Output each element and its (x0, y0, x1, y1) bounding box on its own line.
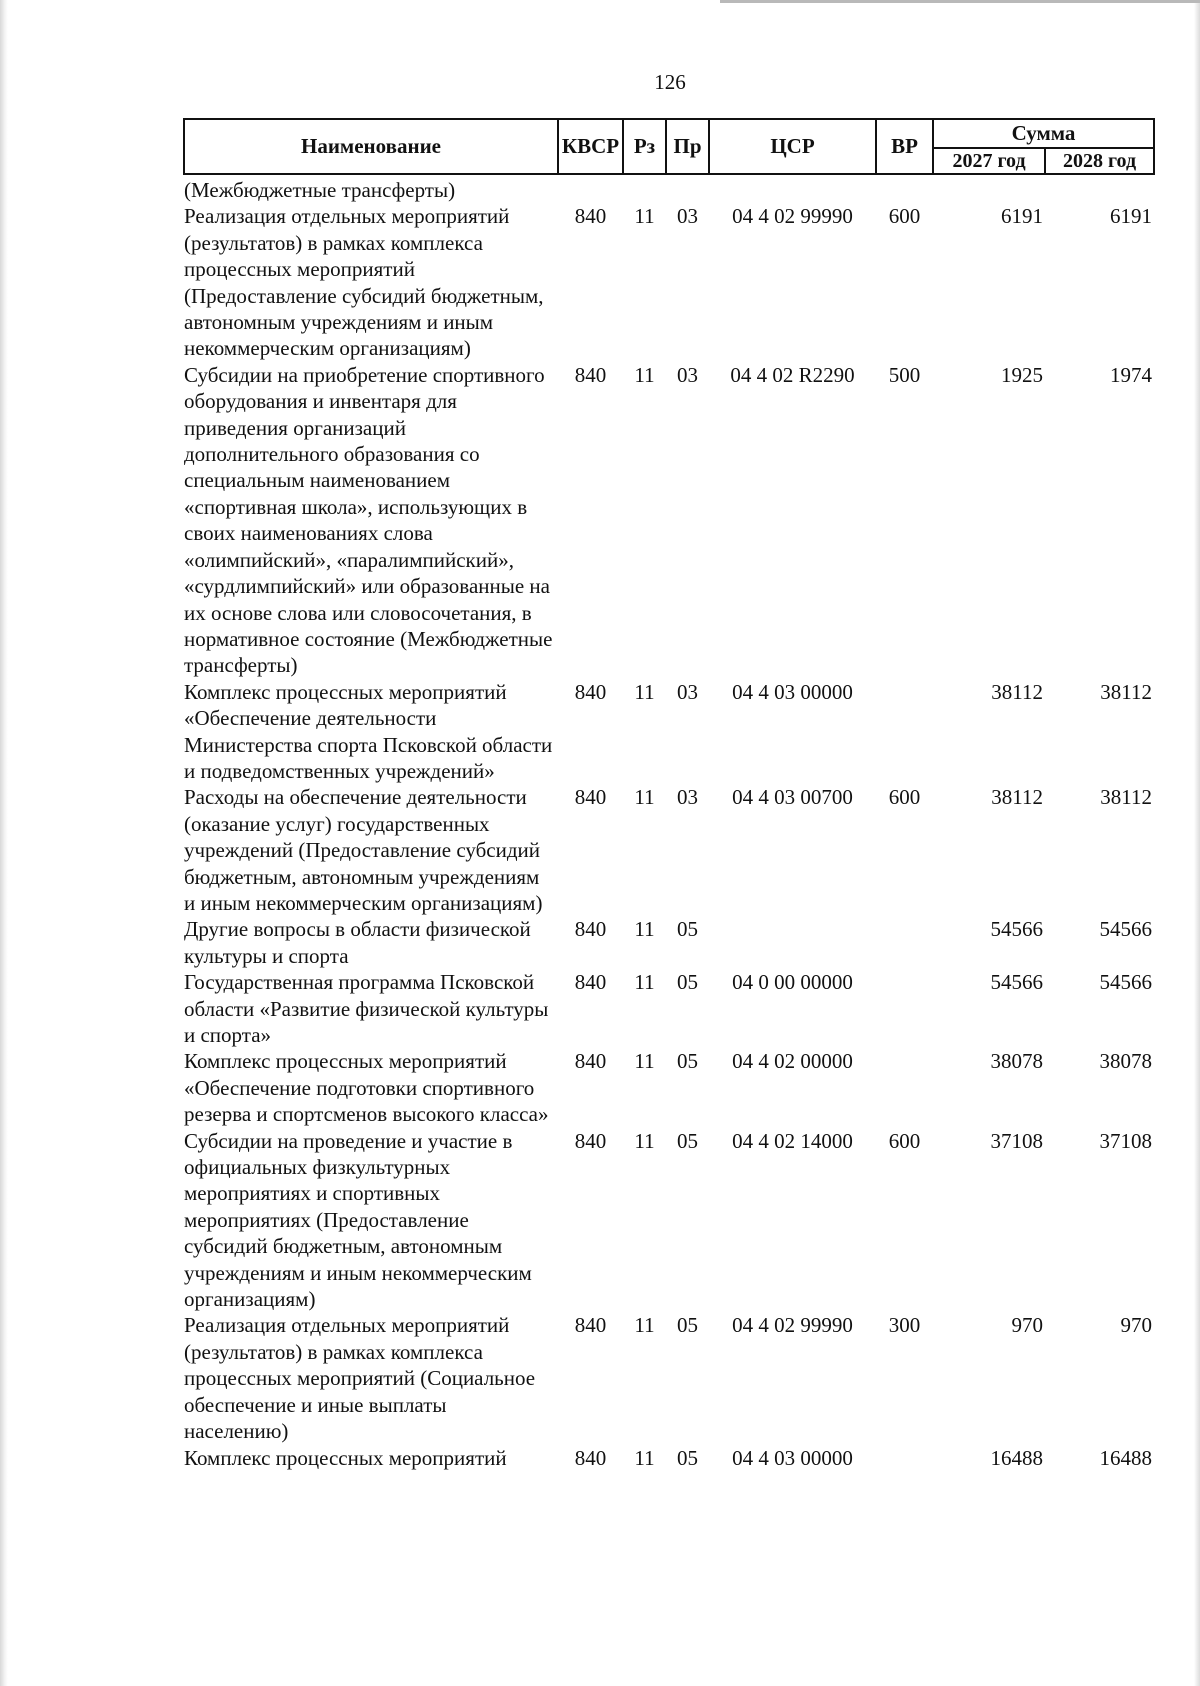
row-name: Другие вопросы в области физической культуры и спорта (184, 917, 531, 968)
table-row (184, 1048, 1154, 1127)
row-vr (876, 174, 933, 203)
row-sum-2027: 16488 (990, 1445, 1043, 1470)
table-row (184, 174, 1154, 203)
row-csr: 04 4 02 99990 (732, 1313, 853, 1338)
row-rz: 11 (634, 970, 655, 995)
row-sum-2027: 38112 (991, 679, 1043, 704)
row-kvsr: 840 (574, 204, 607, 229)
row-sum-2027: 1925 (1001, 362, 1043, 387)
row-sum-2028: 970 (1120, 1313, 1152, 1338)
row-name: Комплекс процессных мероприятий «Обеспечение деятельности Министерства спорта Псковской области и подведомственных учреждений» (184, 679, 553, 783)
row-csr: 04 4 02 14000 (732, 1128, 853, 1153)
row-vr: 300 (888, 1313, 921, 1338)
row-sum-2028: 38112 (1100, 679, 1152, 704)
header-name: Наименование (184, 119, 558, 174)
row-vr (876, 1445, 933, 1471)
table-row (184, 1128, 1154, 1313)
header-year-2028: 2028 год (1045, 148, 1154, 174)
row-sum-2028: 54566 (1099, 970, 1152, 995)
row-rz: 11 (634, 1313, 655, 1338)
row-name: Реализация отдельных мероприятий (результатов) в рамках комплекса процессных мероприятий (Социальное обеспечение и иные выплаты населению) (184, 1313, 536, 1444)
scan-edge-left (0, 0, 8, 1686)
row-kvsr: 840 (574, 917, 607, 942)
row-sum-2028: 37108 (1099, 1128, 1152, 1153)
row-vr: 500 (888, 362, 921, 387)
header-sum: Сумма (933, 119, 1154, 148)
row-kvsr: 840 (574, 679, 607, 704)
row-kvsr (558, 174, 623, 203)
row-pr: 03 (677, 204, 698, 229)
row-csr: 04 4 03 00000 (732, 679, 853, 704)
row-pr: 05 (677, 917, 698, 942)
row-csr: 04 4 03 00000 (732, 1445, 853, 1470)
header-kvsr: КВСР (558, 119, 623, 174)
table-row (184, 1445, 1154, 1471)
row-csr (709, 916, 876, 969)
row-csr (709, 174, 876, 203)
row-vr (876, 916, 933, 969)
row-vr (876, 1048, 933, 1127)
row-vr: 600 (888, 785, 921, 810)
row-csr: 04 4 02 00000 (732, 1049, 853, 1074)
row-pr: 03 (677, 362, 698, 387)
row-vr: 600 (888, 1128, 921, 1153)
table-row (184, 679, 1154, 785)
scan-edge-top (720, 0, 1200, 3)
row-sum-2028: 54566 (1099, 917, 1152, 942)
row-sum-2027: 6191 (1001, 204, 1043, 229)
table-row (184, 362, 1154, 679)
row-rz: 11 (634, 204, 655, 229)
row-kvsr: 840 (574, 362, 607, 387)
row-name: Реализация отдельных мероприятий (результатов) в рамках комплекса процессных мероприятий (Предоставление субсидий бюджетным, автономным учреждениям и иным некоммерческим организациям) (184, 204, 544, 361)
row-pr: 05 (677, 1445, 698, 1470)
header-vr: ВР (876, 119, 933, 174)
scan-edge-right (1194, 0, 1200, 1686)
row-name: Государственная программа Псковской области «Развитие физической культуры и спорта» (184, 970, 549, 1047)
row-kvsr: 840 (574, 1049, 607, 1074)
table-row (184, 1312, 1154, 1444)
row-name: Субсидии на проведение и участие в официальных физкультурных мероприятиях и спортивных мероприятиях (Предоставление субсидий бюджетным, автономным учреждениям и иным некоммерческим организациям) (184, 1128, 532, 1312)
row-sum-2027: 38112 (991, 785, 1043, 810)
row-sum-2028 (1045, 174, 1154, 203)
row-pr: 05 (677, 1049, 698, 1074)
row-name: Комплекс процессных мероприятий «Обеспечение подготовки спортивного резерва и спортсменов высокого класса» (184, 1049, 549, 1127)
header-pr: Пр (666, 119, 709, 174)
row-rz: 11 (634, 1128, 655, 1153)
row-csr: 04 4 03 00700 (732, 785, 853, 810)
table-row (184, 203, 1154, 361)
page-number: 126 (654, 70, 686, 94)
row-sum-2027: 38078 (990, 1049, 1043, 1074)
row-rz: 11 (634, 1049, 655, 1074)
row-sum-2027 (933, 174, 1045, 203)
row-kvsr: 840 (574, 785, 607, 810)
row-rz: 11 (634, 785, 655, 810)
row-pr (666, 174, 709, 203)
row-sum-2028: 1974 (1110, 362, 1152, 387)
row-rz: 11 (634, 362, 655, 387)
row-kvsr: 840 (574, 970, 607, 995)
row-vr: 600 (888, 204, 921, 229)
row-rz: 11 (634, 679, 655, 704)
table-row (184, 784, 1154, 916)
row-sum-2028: 16488 (1099, 1445, 1152, 1470)
row-pr: 03 (677, 785, 698, 810)
row-sum-2027: 970 (1011, 1313, 1043, 1338)
header-csr: ЦСР (709, 119, 876, 174)
header-year-2027: 2027 год (933, 148, 1045, 174)
row-rz (623, 174, 666, 203)
row-vr (876, 969, 933, 1048)
row-sum-2028: 38078 (1099, 1049, 1152, 1074)
row-csr: 04 4 02 99990 (732, 204, 853, 229)
row-name: Субсидии на приобретение спортивного оборудования и инвентаря для приведения организаций дополнительного образования со специальным наименованием «спортивная школа», использующих в своих наименованиях слова «олимпийский», «паралимпийский», «сурдлимпийский» или образованные на их основе слова или словосочетания, в нормативное состояние (Межбюджетные трансферты) (184, 362, 553, 678)
row-pr: 05 (677, 970, 698, 995)
row-pr: 05 (677, 1313, 698, 1338)
table-body (184, 174, 1154, 1471)
row-sum-2027: 37108 (990, 1128, 1043, 1153)
row-sum-2027: 54566 (990, 917, 1043, 942)
row-sum-2028: 6191 (1110, 204, 1152, 229)
row-kvsr: 840 (574, 1128, 607, 1153)
table-row (184, 916, 1154, 969)
row-kvsr: 840 (574, 1445, 607, 1470)
row-sum-2027: 54566 (990, 970, 1043, 995)
row-name: Расходы на обеспечение деятельности (оказание услуг) государственных учреждений (Предоставление субсидий бюджетным, автономным учреждениям и иным некоммерческим организациям) (184, 785, 543, 915)
budget-table (183, 118, 1155, 1471)
row-sum-2028: 38112 (1100, 785, 1152, 810)
row-pr: 05 (677, 1128, 698, 1153)
header-rz: Рз (623, 119, 666, 174)
row-pr: 03 (677, 679, 698, 704)
row-name: Комплекс процессных мероприятий (184, 1445, 507, 1470)
row-rz: 11 (634, 917, 655, 942)
row-kvsr: 840 (574, 1313, 607, 1338)
row-name: (Межбюджетные трансферты) (184, 178, 456, 202)
row-vr (876, 679, 933, 785)
row-csr: 04 0 00 00000 (732, 970, 853, 995)
table-row (184, 969, 1154, 1048)
row-rz: 11 (634, 1445, 655, 1470)
row-csr: 04 4 02 R2290 (730, 362, 855, 387)
